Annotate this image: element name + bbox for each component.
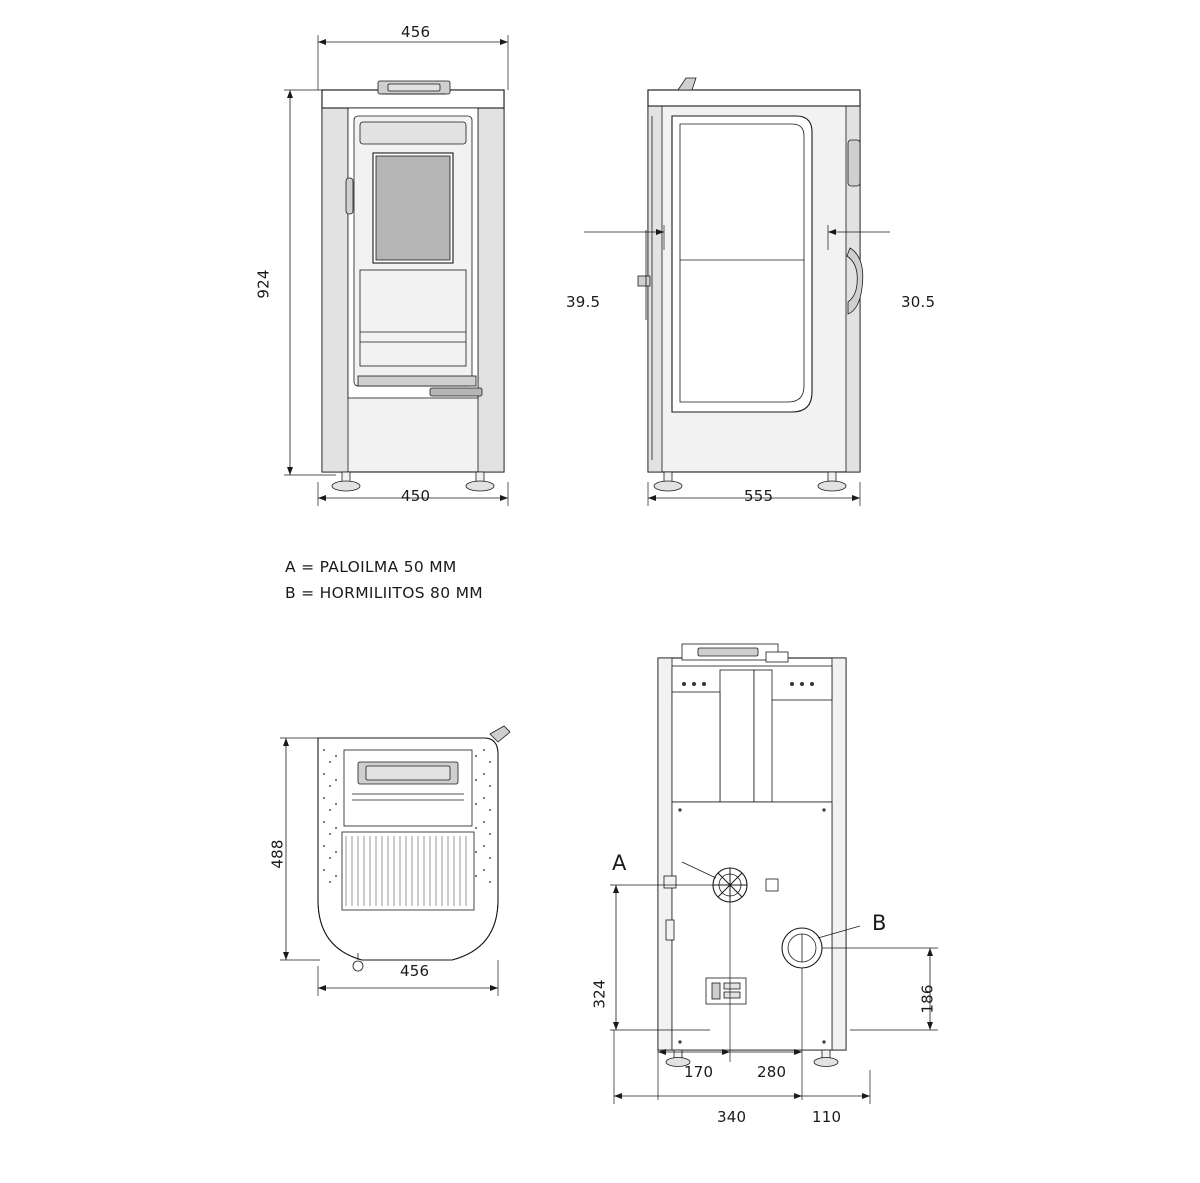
rear-height-324-dim: 324: [590, 979, 609, 1009]
front-top-width-dim: 456: [401, 23, 431, 41]
front-base-width-dim: 450: [401, 487, 431, 505]
callout-b-label: B: [872, 911, 887, 935]
rear-offset-340-dim: 340: [717, 1108, 747, 1126]
rear-offset-170-dim: 170: [684, 1063, 714, 1081]
side-right-offset-dim: 30.5: [901, 293, 936, 311]
side-left-offset-dim: 39.5: [566, 293, 601, 311]
callout-a-label: A: [612, 851, 627, 875]
top-width-dim: 456: [400, 962, 430, 980]
side-depth-dim: 555: [744, 487, 774, 505]
front-height-dim: 924: [254, 269, 273, 299]
rear-offset-280-dim: 280: [757, 1063, 787, 1081]
legend-line-b: B = HORMILIITOS 80 MM: [285, 584, 483, 602]
front-view-graphic: [270, 20, 570, 520]
legend-line-a: A = PALOILMA 50 MM: [285, 558, 457, 576]
rear-height-186-dim: 186: [918, 984, 937, 1014]
rear-offset-110-dim: 110: [812, 1108, 842, 1126]
side-view-graphic: [560, 20, 890, 520]
top-depth-dim: 488: [268, 839, 287, 869]
